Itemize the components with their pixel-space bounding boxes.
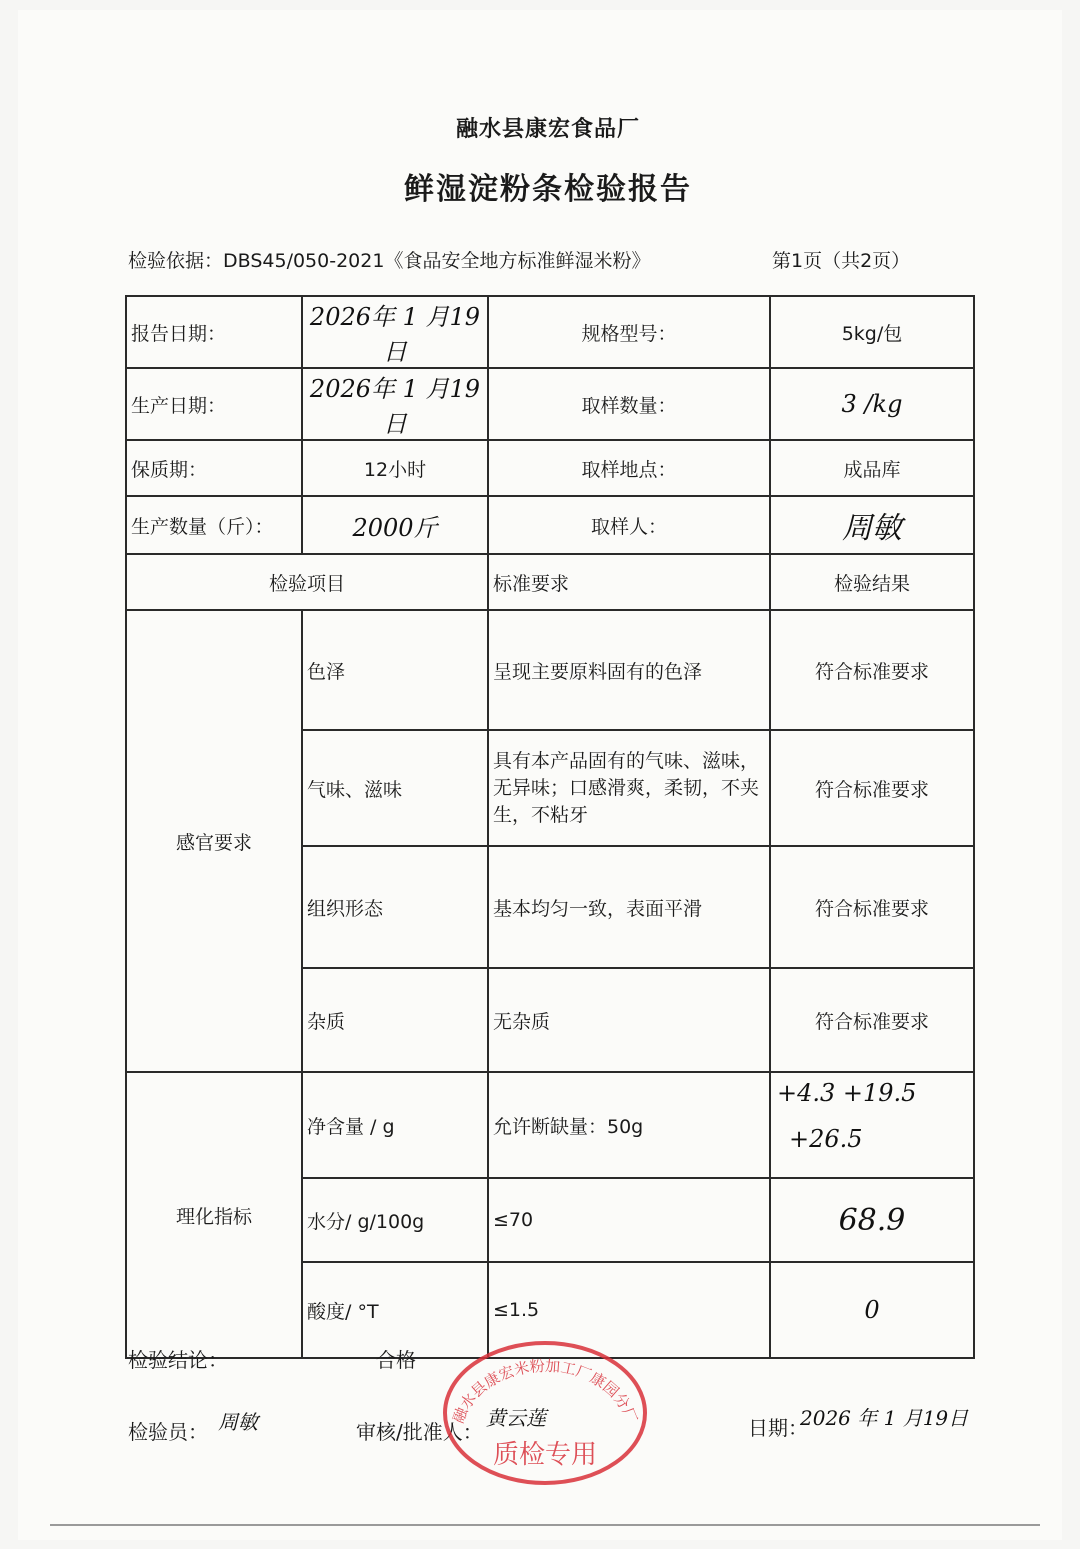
report-date-value: 2026年 1 月19日 bbox=[302, 296, 488, 368]
date-value: 2026 年 1 月19日 bbox=[800, 1406, 969, 1430]
item-result bbox=[770, 1072, 974, 1178]
shelf-label: 保质期： bbox=[126, 440, 302, 496]
prod-qty-label: 生产数量（斤）： bbox=[126, 496, 302, 554]
item-result: 符合标准要求 bbox=[770, 730, 974, 846]
net-weight-result-line2: +26.5 bbox=[789, 1125, 863, 1153]
quality-seal bbox=[440, 1335, 650, 1485]
spec-value: 5kg/包 bbox=[770, 296, 974, 368]
item-standard: ≤1.5 bbox=[488, 1262, 770, 1358]
info-row-shelf bbox=[126, 440, 974, 496]
item-name: 酸度/ °T bbox=[302, 1262, 488, 1358]
sampler-signature: 周敏 bbox=[770, 496, 974, 554]
inspector-signature: 周敏 bbox=[218, 1410, 258, 1434]
seal-ring-text: 融水县康宏米粉加工厂康园分厂 bbox=[449, 1356, 641, 1426]
sample-qty-label: 取样数量： bbox=[488, 368, 770, 440]
company-name: 融水县康宏食品厂 bbox=[455, 117, 640, 142]
bottom-divider bbox=[50, 1524, 1040, 1526]
date-label: 日期： bbox=[748, 1416, 808, 1440]
prod-date-label: 生产日期： bbox=[126, 368, 302, 440]
item-standard: 基本均匀一致，表面平滑 bbox=[488, 846, 770, 968]
col-header-item: 检验项目 bbox=[126, 554, 488, 610]
info-row-report-date bbox=[126, 296, 974, 368]
item-result: 符合标准要求 bbox=[770, 968, 974, 1072]
inspection-basis: 检验依据：DBS45/050-2021《食品安全地方标准鲜湿米粉》 bbox=[128, 250, 651, 272]
sample-place-label: 取样地点： bbox=[488, 440, 770, 496]
item-result: 0 bbox=[770, 1262, 974, 1358]
col-header-result: 检验结果 bbox=[770, 554, 974, 610]
item-standard: 允许断缺量：50g bbox=[488, 1072, 770, 1178]
item-result: 68.9 bbox=[770, 1178, 974, 1262]
item-name: 净含量 / g bbox=[302, 1072, 488, 1178]
item-standard: 呈现主要原料固有的色泽 bbox=[488, 610, 770, 730]
inspection-table bbox=[125, 295, 975, 1359]
col-header-standard: 标准要求 bbox=[488, 554, 770, 610]
item-name: 气味、滋味 bbox=[302, 730, 488, 846]
report-title: 鲜湿淀粉条检验报告 bbox=[404, 172, 692, 207]
item-standard: ≤70 bbox=[488, 1178, 770, 1262]
page-number: 第1页（共2页） bbox=[772, 250, 911, 272]
conclusion-label: 检验结论： bbox=[128, 1348, 228, 1372]
inspector-label: 检验员： bbox=[128, 1420, 208, 1444]
sampler-label: 取样人： bbox=[488, 496, 770, 554]
net-weight-result-line1: +4.3 +19.5 bbox=[777, 1079, 917, 1107]
item-name: 水分/ g/100g bbox=[302, 1178, 488, 1262]
item-result: 符合标准要求 bbox=[770, 846, 974, 968]
prod-qty-value: 2000斤 bbox=[302, 496, 488, 554]
sample-place-value: 成品库 bbox=[770, 440, 974, 496]
prod-date-value: 2026年 1 月19日 bbox=[302, 368, 488, 440]
info-row-prod-date bbox=[126, 368, 974, 440]
reviewer-signature: 黄云莲 bbox=[486, 1406, 546, 1430]
sample-qty-value: 3 /kg bbox=[770, 368, 974, 440]
table-row bbox=[126, 1072, 974, 1178]
group-sensory: 感官要求 bbox=[126, 610, 302, 1072]
table-row bbox=[126, 610, 974, 730]
reviewer-label: 审核/批准人： bbox=[356, 1420, 483, 1444]
item-name: 色泽 bbox=[302, 610, 488, 730]
seal-center-text: 质检专用 bbox=[492, 1440, 598, 1470]
shelf-value: 12小时 bbox=[302, 440, 488, 496]
spec-label: 规格型号： bbox=[488, 296, 770, 368]
group-physchem: 理化指标 bbox=[126, 1072, 302, 1358]
report-date-label: 报告日期： bbox=[126, 296, 302, 368]
item-standard: 无杂质 bbox=[488, 968, 770, 1072]
info-row-prod-qty bbox=[126, 496, 974, 554]
column-header-row bbox=[126, 554, 974, 610]
item-standard: 具有本产品固有的气味、滋味，无异味；口感滑爽，柔韧，不夹生，不粘牙 bbox=[488, 730, 770, 846]
item-name: 杂质 bbox=[302, 968, 488, 1072]
conclusion-value: 合格 bbox=[376, 1348, 416, 1372]
item-result: 符合标准要求 bbox=[770, 610, 974, 730]
item-name: 组织形态 bbox=[302, 846, 488, 968]
